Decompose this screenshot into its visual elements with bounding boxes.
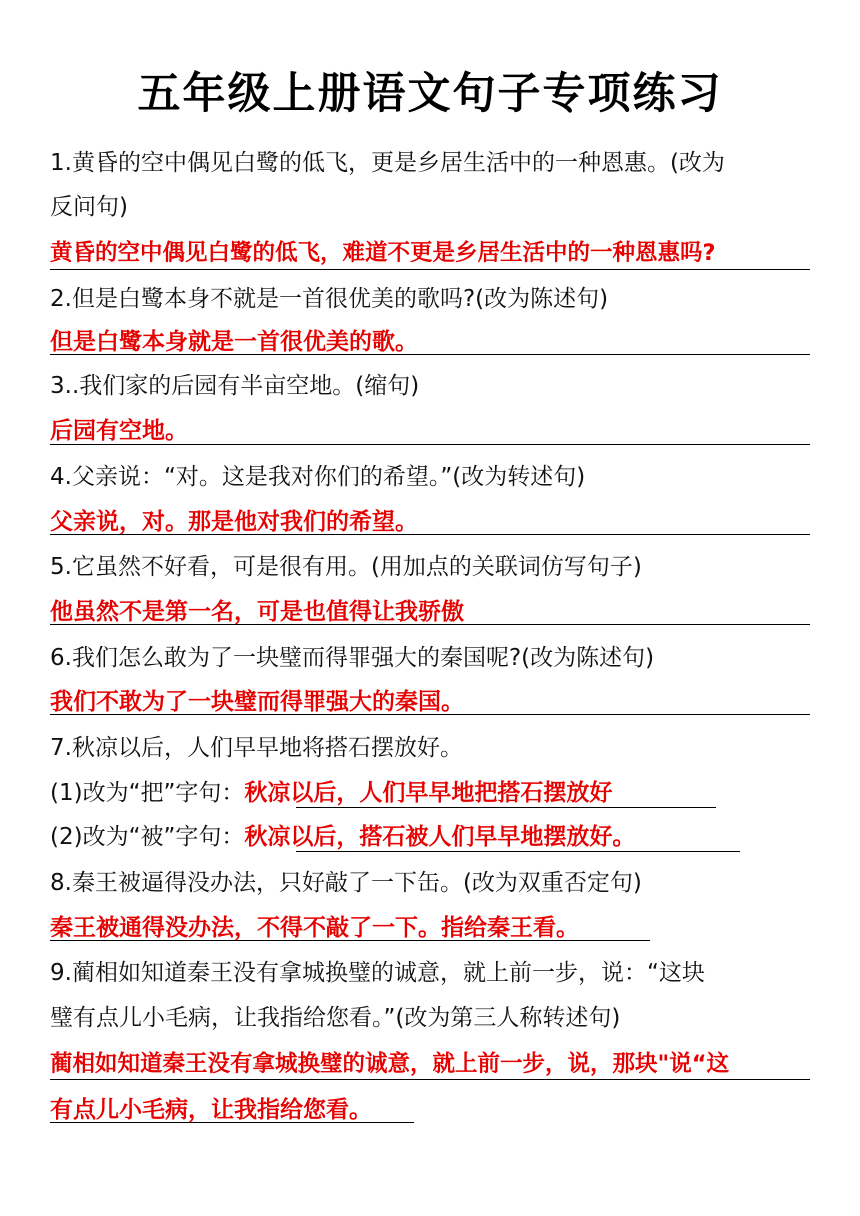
page-title: 五年级上册语文句子专项练习 bbox=[137, 69, 723, 119]
answer-5-line-1: 他虽然不是第一名，可是也值得让我骄傲 bbox=[50, 599, 464, 625]
answer-6-line-1: 我们不敢为了一块璧而得罪强大的秦国。 bbox=[50, 689, 464, 715]
answer-8-underline bbox=[50, 940, 650, 941]
answer-4-underline bbox=[50, 534, 810, 535]
answer-9-underline-2 bbox=[50, 1122, 414, 1123]
question-7-sub-2-label: (2)改为“被”字句： bbox=[50, 824, 245, 850]
answer-1-underline bbox=[50, 269, 810, 270]
question-7-sub-2 bbox=[50, 820, 635, 854]
answer-8-line-1: 秦王被通得没办法，不得不敲了一下。指给秦王看。 bbox=[50, 915, 579, 941]
question-8-line-1: 8.秦王被逼得没办法，只好敲了一下缶。(改为双重否定句) bbox=[50, 870, 642, 896]
answer-3-underline bbox=[50, 444, 810, 445]
answer-7-sub-1: 秋凉以后，人们早早地把搭石摆放好 bbox=[244, 780, 613, 806]
question-5-line-1: 5.它虽然不好看，可是很有用。(用加点的关联词仿写句子) bbox=[50, 554, 642, 580]
answer-2-line-1: 但是白鹭本身就是一首很优美的歌。 bbox=[50, 329, 418, 355]
answer-7-sub-2-underline bbox=[296, 851, 740, 852]
question-6-line-1: 6.我们怎么敢为了一块璧而得罪强大的秦国呢?(改为陈述句) bbox=[50, 645, 655, 671]
question-7-sub-1-label: (1)改为“把”字句： bbox=[50, 780, 245, 806]
answer-2-underline bbox=[50, 354, 810, 355]
answer-9-line-1: 蔺相如知道秦王没有拿城换璧的诚意，就上前一步，说，那块"说“这 bbox=[50, 1051, 730, 1077]
answer-4-line-1: 父亲说，对。那是他对我们的希望。 bbox=[50, 509, 418, 535]
question-3-line-1: 3..我们家的后园有半亩空地。(缩句) bbox=[50, 373, 420, 399]
question-7-line-1: 7.秋凉以后，人们早早地将搭石摆放好。 bbox=[50, 735, 463, 761]
answer-9-line-2: 有点儿小毛病，让我指给您看。 bbox=[50, 1097, 372, 1123]
question-2-line-1: 2.但是白鹭本身不就是一首很优美的歌吗?(改为陈述句) bbox=[50, 286, 609, 312]
answer-9-underline-1 bbox=[50, 1079, 810, 1080]
question-7-sub-1 bbox=[50, 776, 612, 810]
question-1-line-1: 1.黄昏的空中偶见白鹭的低飞，更是乡居生活中的一种恩惠。(改为 bbox=[50, 150, 725, 176]
answer-6-underline bbox=[50, 714, 810, 715]
question-1-line-2: 反问句) bbox=[50, 194, 128, 220]
answer-3-line-1: 后园有空地。 bbox=[50, 418, 188, 444]
answer-5-underline bbox=[50, 624, 810, 625]
answer-1-line-1: 黄昏的空中偶见白鹭的低飞，难道不更是乡居生活中的一种恩惠吗? bbox=[50, 240, 716, 266]
question-9-line-2: 璧有点儿小毛病，让我指给您看。”(改为第三人称转述句) bbox=[50, 1005, 621, 1031]
answer-7-sub-2: 秋凉以后，搭石被人们早早地摆放好。 bbox=[244, 824, 636, 850]
answer-7-sub-1-underline bbox=[296, 807, 716, 808]
question-4-line-1: 4.父亲说：“对。这是我对你们的希望。”(改为转述句) bbox=[50, 464, 586, 490]
question-9-line-1: 9.蔺相如知道秦王没有拿城换璧的诚意，就上前一步，说：“这块 bbox=[50, 960, 705, 986]
